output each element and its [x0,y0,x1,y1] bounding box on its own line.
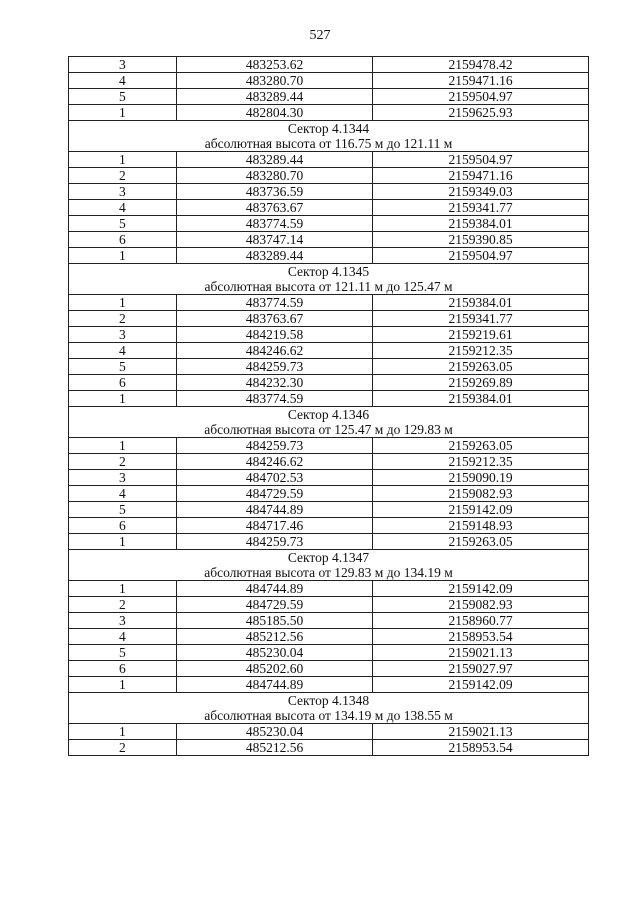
table-row [69,724,589,740]
coord-x: 485185.50 [177,613,373,629]
coord-x: 484246.62 [177,343,373,359]
point-number: 4 [69,73,177,89]
point-number: 3 [69,57,177,73]
coord-x: 485230.04 [177,724,373,740]
coordinates-table-container [68,56,588,756]
sector-title-row [69,264,589,280]
table-row [69,486,589,502]
coord-x: 483253.62 [177,57,373,73]
coord-x: 484259.73 [177,534,373,550]
coord-x: 484219.58 [177,327,373,343]
point-number: 1 [69,248,177,264]
coord-y: 2159142.09 [373,677,589,693]
point-number: 4 [69,343,177,359]
point-number: 4 [69,200,177,216]
coord-y: 2159142.09 [373,581,589,597]
coord-x: 485212.56 [177,629,373,645]
coord-y: 2159148.93 [373,518,589,534]
coord-y: 2159384.01 [373,391,589,407]
table-row [69,89,589,105]
coord-x: 483763.67 [177,311,373,327]
point-number: 1 [69,105,177,121]
point-number: 1 [69,152,177,168]
table-row [69,645,589,661]
coord-y: 2159504.97 [373,152,589,168]
coord-y: 2159349.03 [373,184,589,200]
point-number: 1 [69,677,177,693]
point-number: 2 [69,740,177,756]
sector-altitude-row [69,136,589,152]
point-number: 5 [69,502,177,518]
coord-y: 2159341.77 [373,311,589,327]
table-row [69,470,589,486]
coord-x: 484744.89 [177,581,373,597]
coord-y: 2158953.54 [373,629,589,645]
table-row [69,327,589,343]
coord-x: 483763.67 [177,200,373,216]
point-number: 3 [69,613,177,629]
table-row [69,597,589,613]
point-number: 1 [69,295,177,311]
sector-title: Сектор 4.1345 [69,264,589,280]
coord-x: 484246.62 [177,454,373,470]
coord-x: 483747.14 [177,232,373,248]
table-row [69,613,589,629]
coord-x: 482804.30 [177,105,373,121]
coordinates-table [68,56,589,756]
coord-x: 484717.46 [177,518,373,534]
coord-y: 2159090.19 [373,470,589,486]
point-number: 2 [69,311,177,327]
table-row [69,359,589,375]
coord-y: 2159263.05 [373,534,589,550]
coord-x: 483736.59 [177,184,373,200]
sector-altitude-range: абсолютная высота от 121.11 м до 125.47 м [69,279,589,295]
sector-title: Сектор 4.1346 [69,407,589,423]
table-row [69,454,589,470]
table-row [69,343,589,359]
coord-x: 484259.73 [177,438,373,454]
table-row [69,581,589,597]
point-number: 6 [69,232,177,248]
table-row [69,311,589,327]
coord-x: 485230.04 [177,645,373,661]
table-row [69,677,589,693]
table-row [69,661,589,677]
coord-y: 2159384.01 [373,295,589,311]
sector-altitude-range: абсолютная высота от 116.75 м до 121.11 м [69,136,589,152]
point-number: 5 [69,216,177,232]
point-number: 6 [69,661,177,677]
coord-x: 484744.89 [177,502,373,518]
coordinates-table-body [69,57,589,756]
coord-x: 484729.59 [177,597,373,613]
point-number: 1 [69,438,177,454]
sector-title: Сектор 4.1348 [69,693,589,709]
point-number: 5 [69,89,177,105]
point-number: 6 [69,518,177,534]
coord-x: 484744.89 [177,677,373,693]
coord-x: 485202.60 [177,661,373,677]
coord-y: 2159471.16 [373,168,589,184]
coord-x: 483774.59 [177,216,373,232]
coord-y: 2159625.93 [373,105,589,121]
point-number: 5 [69,359,177,375]
table-row [69,184,589,200]
sector-title: Сектор 4.1347 [69,550,589,566]
sector-title-row [69,121,589,137]
coord-x: 484702.53 [177,470,373,486]
coord-y: 2159390.85 [373,232,589,248]
table-row [69,375,589,391]
point-number: 1 [69,581,177,597]
sector-title-row [69,693,589,709]
coord-x: 483289.44 [177,248,373,264]
coord-y: 2159269.89 [373,375,589,391]
coord-x: 483280.70 [177,73,373,89]
point-number: 4 [69,629,177,645]
table-row [69,391,589,407]
coord-x: 483774.59 [177,295,373,311]
table-row [69,73,589,89]
coord-y: 2158953.54 [373,740,589,756]
table-row [69,534,589,550]
table-row [69,216,589,232]
table-row [69,740,589,756]
coord-y: 2159478.42 [373,57,589,73]
coord-y: 2159219.61 [373,327,589,343]
table-row [69,295,589,311]
coord-y: 2159341.77 [373,200,589,216]
table-row [69,232,589,248]
sector-altitude-range: абсолютная высота от 129.83 м до 134.19 м [69,565,589,581]
point-number: 4 [69,486,177,502]
coord-y: 2159212.35 [373,343,589,359]
table-row [69,438,589,454]
sector-altitude-row [69,422,589,438]
coord-y: 2158960.77 [373,613,589,629]
coord-x: 484729.59 [177,486,373,502]
table-row [69,248,589,264]
point-number: 3 [69,327,177,343]
coord-y: 2159082.93 [373,486,589,502]
coord-x: 485212.56 [177,740,373,756]
table-row [69,502,589,518]
coord-x: 483289.44 [177,152,373,168]
coord-y: 2159082.93 [373,597,589,613]
sector-title-row [69,550,589,566]
sector-altitude-row [69,708,589,724]
point-number: 6 [69,375,177,391]
point-number: 3 [69,470,177,486]
point-number: 3 [69,184,177,200]
point-number: 5 [69,645,177,661]
coord-y: 2159263.05 [373,359,589,375]
coord-y: 2159504.97 [373,248,589,264]
table-row [69,200,589,216]
sector-altitude-row [69,279,589,295]
coord-y: 2159142.09 [373,502,589,518]
table-row [69,629,589,645]
sector-title: Сектор 4.1344 [69,121,589,137]
point-number: 2 [69,454,177,470]
page-number: 527 [309,28,331,43]
table-row [69,518,589,534]
sector-altitude-range: абсолютная высота от 134.19 м до 138.55 м [69,708,589,724]
point-number: 2 [69,168,177,184]
sector-altitude-range: абсолютная высота от 125.47 м до 129.83 м [69,422,589,438]
sector-altitude-row [69,565,589,581]
point-number: 1 [69,391,177,407]
coord-y: 2159021.13 [373,645,589,661]
table-row [69,168,589,184]
coord-x: 483774.59 [177,391,373,407]
coord-x: 484232.30 [177,375,373,391]
coord-x: 483280.70 [177,168,373,184]
coord-x: 483289.44 [177,89,373,105]
coord-x: 484259.73 [177,359,373,375]
table-row [69,152,589,168]
coord-y: 2159027.97 [373,661,589,677]
coord-y: 2159021.13 [373,724,589,740]
table-row [69,57,589,73]
table-row [69,105,589,121]
sector-title-row [69,407,589,423]
coord-y: 2159263.05 [373,438,589,454]
point-number: 1 [69,724,177,740]
coord-y: 2159471.16 [373,73,589,89]
coord-y: 2159504.97 [373,89,589,105]
coord-y: 2159384.01 [373,216,589,232]
point-number: 1 [69,534,177,550]
coord-y: 2159212.35 [373,454,589,470]
point-number: 2 [69,597,177,613]
